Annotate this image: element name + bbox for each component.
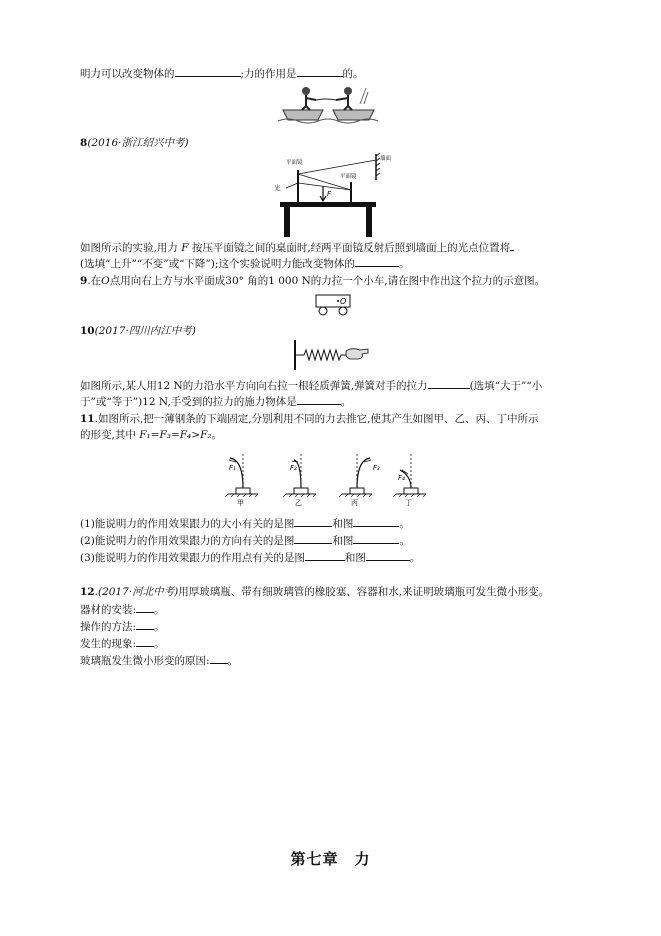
q11-sub2-blank-2[interactable] xyxy=(353,533,399,544)
q12-blank-1[interactable] xyxy=(136,602,154,613)
q11-sub-1: (1)能说明力的作用效果跟力的大小有关的是图 和图 。 xyxy=(80,518,410,530)
q11-line-1: 11.如图所示,把一薄钢条的下端固定,分别利用不同的力去推它,使其产生如图甲、乙、丙、丁中所示 xyxy=(80,413,539,425)
boats-illustration xyxy=(278,84,378,124)
q11-sub1-blank-2[interactable] xyxy=(353,516,399,527)
q11-sub3-blank-1[interactable] xyxy=(305,550,345,561)
q10-header: 10(2017·四川内江中考) xyxy=(80,325,196,337)
force-f4-label: F₄ xyxy=(398,474,405,482)
q8-blank-2[interactable] xyxy=(355,256,399,267)
q12-blank-4[interactable] xyxy=(210,653,228,664)
cart-figure xyxy=(312,292,354,316)
label-ding: 丁 xyxy=(405,499,412,507)
q10-line-1: 如图所示,某人用12 N的力沿水平方向向右拉一根轻质弹簧,弹簧对手的拉力 (选填“大于”“小 xyxy=(80,380,543,392)
spring-hand-figure xyxy=(292,340,372,370)
q8-line-1: 如图所示的实验,用力 F 按压平面镜之间的桌面时,经两平面镜反射后照到墙面上的光点位置将 xyxy=(80,240,514,255)
q12-blank-3[interactable] xyxy=(136,636,154,647)
q12-item-3: 发生的现象: 。 xyxy=(80,638,165,650)
q7-line: 明力可以改变物体的 ;力的作用是 的。 xyxy=(80,68,364,80)
strip-yi xyxy=(283,454,316,507)
strip-ding xyxy=(393,454,426,507)
point-o-label: O xyxy=(340,297,347,306)
q12-blank-2[interactable] xyxy=(136,619,154,630)
q8-header: 8(2016·浙江绍兴中考) xyxy=(80,137,189,149)
force-f3-label: F₃ xyxy=(373,464,380,472)
label-yi: 乙 xyxy=(295,499,302,507)
strip-jia xyxy=(225,454,258,507)
light-label: 光 xyxy=(274,184,281,192)
q12-item-1: 器材的安装: 。 xyxy=(80,604,165,616)
q10-line-2: 于”或“等于”)12 N,手受到的拉力的施力物体是 。 xyxy=(80,396,352,408)
q9-line: 9.在O点用向右上方与水平面成30° 角的1 000 N的力拉一个小车,请在图中作出这个拉力的示意图。 xyxy=(80,275,546,287)
mirror-table-figure xyxy=(268,150,392,238)
q12-line: 12.(2017·河北中考)用厚玻璃瓶、带有细玻璃管的橡胶塞、容器和水,来证明玻璃瓶可发生微小形变。 xyxy=(80,586,550,598)
force-label: F xyxy=(327,190,332,198)
force-f2-label: F₂ xyxy=(290,464,297,472)
chapter-title: 第七章 力 xyxy=(290,850,371,868)
strip-bing xyxy=(339,454,380,507)
steel-strip-figure xyxy=(222,450,432,510)
q11-line-2: 的形变,其中 F₁=F₃=F₄>F₂。 xyxy=(80,429,223,441)
q12-item-2: 操作的方法: 。 xyxy=(80,621,165,633)
wall-label: 墙面 xyxy=(380,156,392,162)
force-f1-label: F₁ xyxy=(229,464,236,472)
q8-line-2: (选填“上升”“不变”或“下降”);这个实验说明力能改变物体的 。 xyxy=(80,258,410,270)
q8-blank-1[interactable] xyxy=(510,240,514,251)
label-bing: 丙 xyxy=(351,499,358,507)
right-mirror-label: 平面镜 xyxy=(340,174,357,180)
q10-blank-2[interactable] xyxy=(297,394,341,405)
q11-sub3-blank-2[interactable] xyxy=(366,550,410,561)
label-jia: 甲 xyxy=(237,499,244,507)
q11-sub2-blank-1[interactable] xyxy=(294,533,332,544)
left-mirror-label: 平面镜 xyxy=(286,160,303,166)
q11-sub1-blank-1[interactable] xyxy=(294,516,332,527)
q12-item-4: 玻璃瓶发生微小形变的原因: 。 xyxy=(80,655,239,667)
q11-sub-3: (3)能说明力的作用效果跟力的作用点有关的是图 和图 。 xyxy=(80,552,421,564)
q11-sub-2: (2)能说明力的作用效果跟力的方向有关的是图 和图 。 xyxy=(80,535,410,547)
q7-blank-1[interactable] xyxy=(175,66,241,77)
q7-blank-2[interactable] xyxy=(297,66,343,77)
q10-blank-1[interactable] xyxy=(428,378,470,389)
